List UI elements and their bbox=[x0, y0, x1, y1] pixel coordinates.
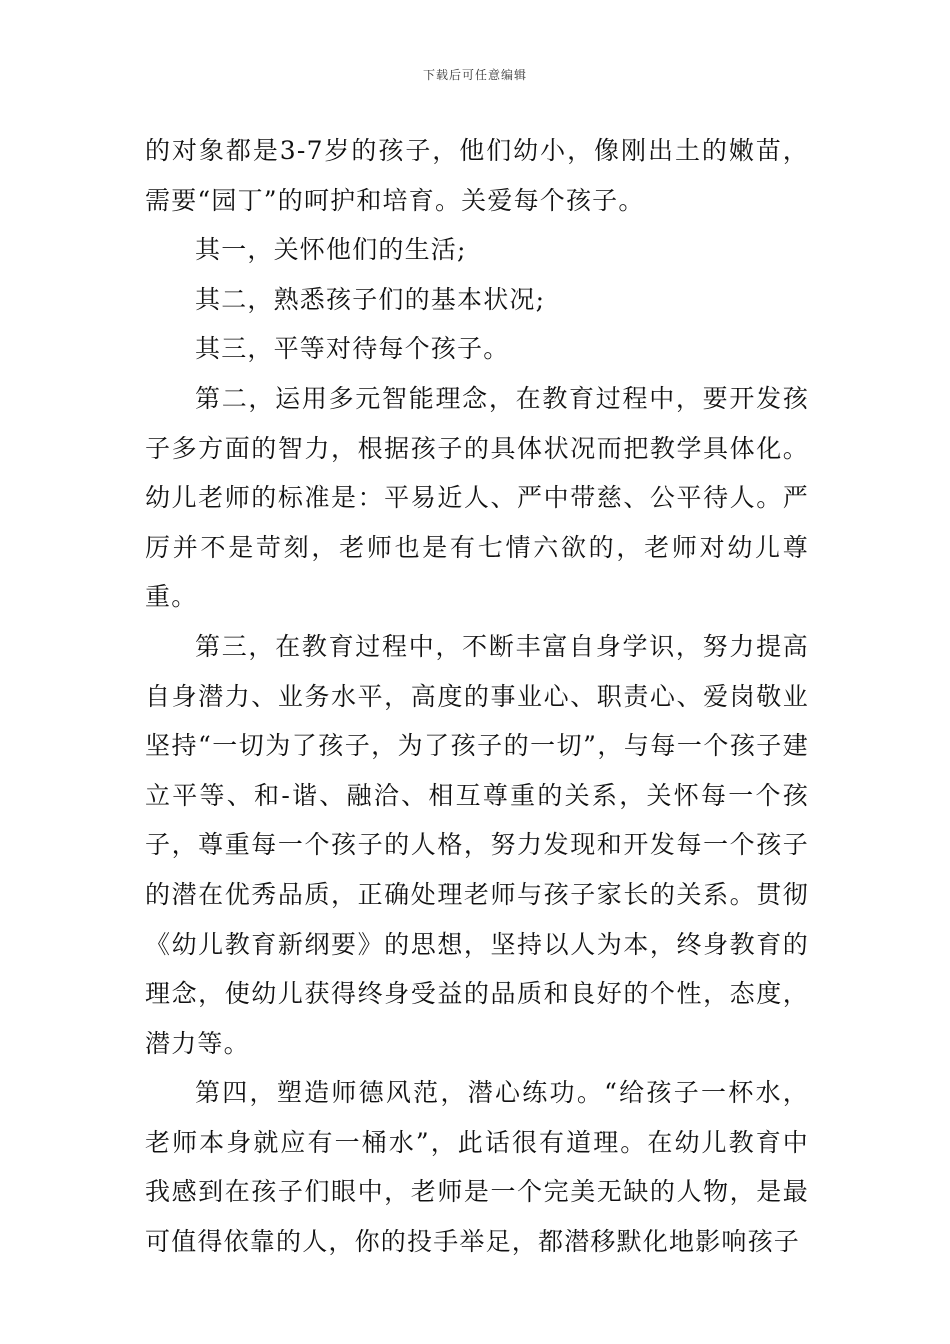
paragraph-7: 第四，塑造师德风范，潜心练功。“给孩子一杯水，老师本身就应有一桶水”，此话很有道理。在幼儿教育中我感到在孩子们眼中，老师是一个完美无缺的人物，是最可值得依靠的人，你的投手举足，都潜移默化地影响孩子 bbox=[145, 1078, 809, 1257]
document-body bbox=[145, 126, 809, 1267]
paragraph-4: 其三，平等对待每个孩子。 bbox=[195, 334, 510, 364]
paragraph-2: 其一，关怀他们的生活; bbox=[195, 235, 467, 265]
page-header: 下载后可任意编辑 bbox=[422, 68, 527, 82]
paragraph-5: 第二，运用多元智能理念，在教育过程中，要开发孩子多方面的智力，根据孩子的具体状况而把教学具体化。幼儿老师的标准是：平易近人、严中带慈、公平待人。严厉并不是苛刻，老师也是有七情六欲的，老师对幼儿尊重。 bbox=[145, 383, 809, 612]
paragraph-6: 第三，在教育过程中，不断丰富自身学识，努力提高自身潜力、业务水平，高度的事业心、职责心、爱岗敬业坚持“一切为了孩子，为了孩子的一切”，与每一个孩子建立平等、和-谐、融洽、相互尊重的关系，关怀每一个孩子，尊重每一个孩子的人格，努力发现和开发每一个孩子的潜在优秀品质，正确处理老师与孩子家长的关系。贯彻《幼儿教育新纲要》的思想，坚持以人为本，终身教育的理念，使幼儿获得终身受益的品质和良好的个性，态度，潜力等。 bbox=[145, 631, 809, 1058]
paragraph-1: 的对象都是3-7岁的孩子，他们幼小，像刚出土的嫩苗，需要“园丁”的呵护和培育。关爱每个孩子。 bbox=[145, 136, 809, 215]
paragraph-3: 其二，熟悉孩子们的基本状况; bbox=[195, 284, 546, 314]
